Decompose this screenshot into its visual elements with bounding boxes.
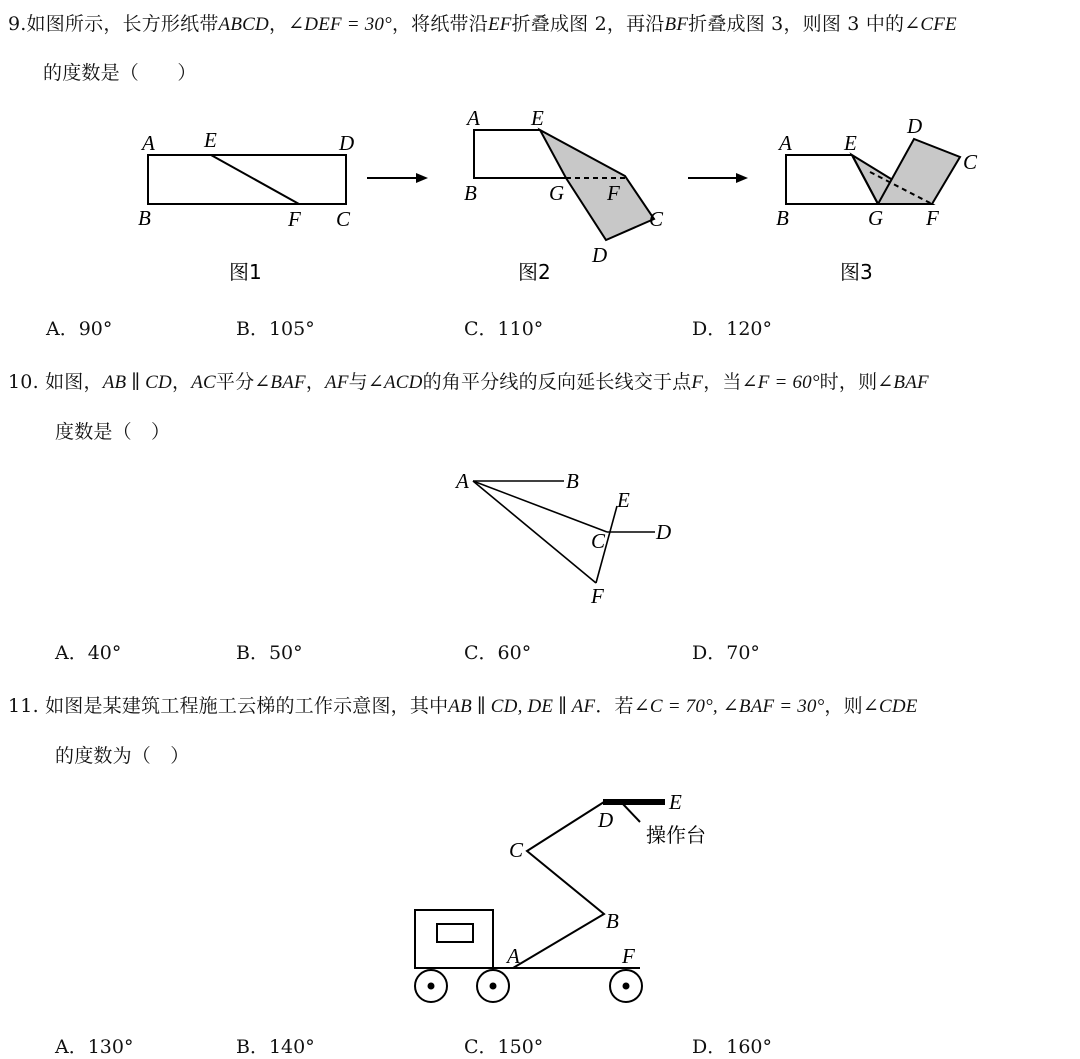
q11-line2: 的度数为（ ）: [55, 745, 190, 767]
fig3-folded-quad: [878, 139, 960, 204]
q9-text2: ，将纸带沿: [391, 13, 488, 35]
q9-math-angle-def: ∠DEF = 30°: [288, 14, 392, 35]
fig3-label-d: D: [907, 114, 923, 138]
q11-option-c[interactable]: C．150°: [464, 1036, 544, 1058]
q11-label-f: F: [622, 944, 635, 968]
q9-option-c[interactable]: C．110°: [464, 318, 544, 340]
q10-label-d: D: [656, 520, 672, 544]
fig1-label-e: E: [204, 128, 217, 152]
q10-text2: 平分: [215, 371, 255, 393]
fig1-caption: 图1: [229, 260, 262, 284]
q9-text4: 折叠成图 3，则图 3 中的: [688, 13, 905, 35]
q10-text6: 时，则: [819, 371, 878, 393]
q10-line1: [8, 367, 929, 394]
q11-option-a[interactable]: A．130°: [55, 1036, 134, 1058]
q10-option-c[interactable]: C．60°: [464, 642, 532, 664]
fig3-label-c: C: [963, 150, 978, 174]
q10-label-b: B: [566, 469, 579, 493]
q9-line1: [8, 9, 957, 36]
q11-number: 11.: [8, 695, 39, 717]
q9-text1: 如图所示，长方形纸带: [26, 13, 219, 35]
q10-text3: 与: [348, 371, 368, 393]
q10-math-af: AF: [325, 372, 349, 393]
q10-option-a[interactable]: A．40°: [55, 642, 122, 664]
fig1-rectangle: [148, 155, 346, 204]
q9-option-a[interactable]: A．90°: [46, 318, 113, 340]
fig3-label-e: E: [844, 131, 857, 155]
q9-option-b[interactable]: B．105°: [236, 318, 315, 340]
q11-truck-window: [437, 924, 473, 942]
arrow-1: [367, 173, 428, 183]
q11-platform-label: 操作台: [646, 823, 706, 847]
q9-option-d[interactable]: D．120°: [692, 318, 772, 340]
fig2-label-f: F: [607, 181, 620, 205]
q11-option-b[interactable]: B．140°: [236, 1036, 315, 1058]
fig3-label-b: B: [776, 206, 789, 230]
q10-label-e: E: [617, 488, 630, 512]
q11-platform-leader: [622, 803, 640, 822]
q9-math-abcd: ABCD: [218, 14, 269, 35]
fig2-label-c: C: [649, 207, 664, 231]
q11-figure: [400, 785, 740, 1010]
q9-math-angle-cfe: ∠CFE: [904, 14, 957, 35]
fig3-label-f: F: [926, 206, 939, 230]
q10-label-c: C: [591, 529, 606, 553]
q11-label-b: B: [606, 909, 619, 933]
q11-label-e: E: [669, 790, 682, 814]
q11-wheel-3-hub: [623, 983, 630, 990]
fig2-label-e: E: [531, 106, 544, 130]
fig2-label-b: B: [464, 181, 477, 205]
q11-text2: ．若: [595, 695, 634, 717]
q10-sep1: ，: [171, 371, 192, 393]
fig3-caption: 图3: [840, 260, 873, 284]
q9-figure1: [148, 155, 346, 204]
q11-line1: [8, 691, 918, 718]
q9-text3: 折叠成图 2，再沿: [511, 13, 665, 35]
q10-text5: ，当: [703, 371, 742, 393]
q10-math-ab-cd: AB ∥ CD: [102, 372, 172, 393]
q10-math-angle-baf: ∠BAF: [254, 372, 306, 393]
q10-line-ac: [473, 481, 607, 532]
q11-label-d: D: [598, 808, 614, 832]
q9-line2: 的度数是（ ）: [43, 62, 197, 84]
q10-math-angle-acd: ∠ACD: [367, 372, 423, 393]
q9-math-bf: BF: [664, 14, 689, 35]
q11-math-angle-cde: ∠CDE: [862, 696, 918, 717]
q11-text1: 如图是某建筑工程施工云梯的工作示意图，其中: [45, 695, 449, 717]
fig1-label-d: D: [339, 131, 355, 155]
q9-math-ef: EF: [487, 14, 512, 35]
q11-ladder: [513, 802, 604, 968]
q11-truck-body: [415, 910, 493, 968]
q11-label-a: A: [507, 944, 520, 968]
q9-number: 9.: [8, 13, 27, 35]
fig2-label-a: A: [467, 106, 480, 130]
fig2-label-g: G: [549, 181, 565, 205]
fig2-label-d: D: [592, 243, 608, 267]
q10-label-a: A: [456, 469, 469, 493]
q10-sep2: ，: [305, 371, 326, 393]
q9-sep1: ，: [268, 13, 289, 35]
q11-label-c: C: [509, 838, 524, 862]
q11-wheel-2-hub: [490, 983, 497, 990]
q10-math-ac: AC: [191, 372, 216, 393]
q9-figures: [130, 105, 990, 295]
q10-figure: [450, 460, 680, 610]
fig1-label-c: C: [336, 207, 351, 231]
q10-text4: 的角平分线的反向延长线交于点: [422, 371, 692, 393]
q10-line-af: [473, 481, 596, 583]
fig3-label-g: G: [868, 206, 884, 230]
fig1-line-ef: [211, 155, 299, 204]
fig2-caption: 图2: [518, 260, 551, 284]
fig1-label-f: F: [288, 207, 301, 231]
q10-math-f: F: [691, 372, 704, 393]
fig3-label-a: A: [779, 131, 792, 155]
q10-number: 10.: [8, 371, 39, 393]
q10-math-angle-baf-2: ∠BAF: [877, 372, 929, 393]
q11-text3: ，则: [824, 695, 863, 717]
q10-option-d[interactable]: D．70°: [692, 642, 760, 664]
arrow-2: [688, 173, 748, 183]
q10-label-f: F: [591, 584, 604, 608]
q9-figure3: [786, 139, 960, 204]
q10-option-b[interactable]: B．50°: [236, 642, 303, 664]
q11-math-angles: ∠C = 70°, ∠BAF = 30°: [633, 696, 825, 717]
q10-math-angle-f: ∠F = 60°: [741, 372, 820, 393]
fig1-label-a: A: [142, 131, 155, 155]
q10-line2: 度数是（ ）: [55, 421, 171, 443]
q11-option-d[interactable]: D．160°: [692, 1036, 772, 1058]
fig1-label-b: B: [138, 206, 151, 230]
q11-math-parallels: AB ∥ CD, DE ∥ AF: [448, 696, 596, 717]
q10-text1: 如图，: [45, 371, 103, 393]
q11-wheel-1-hub: [428, 983, 435, 990]
